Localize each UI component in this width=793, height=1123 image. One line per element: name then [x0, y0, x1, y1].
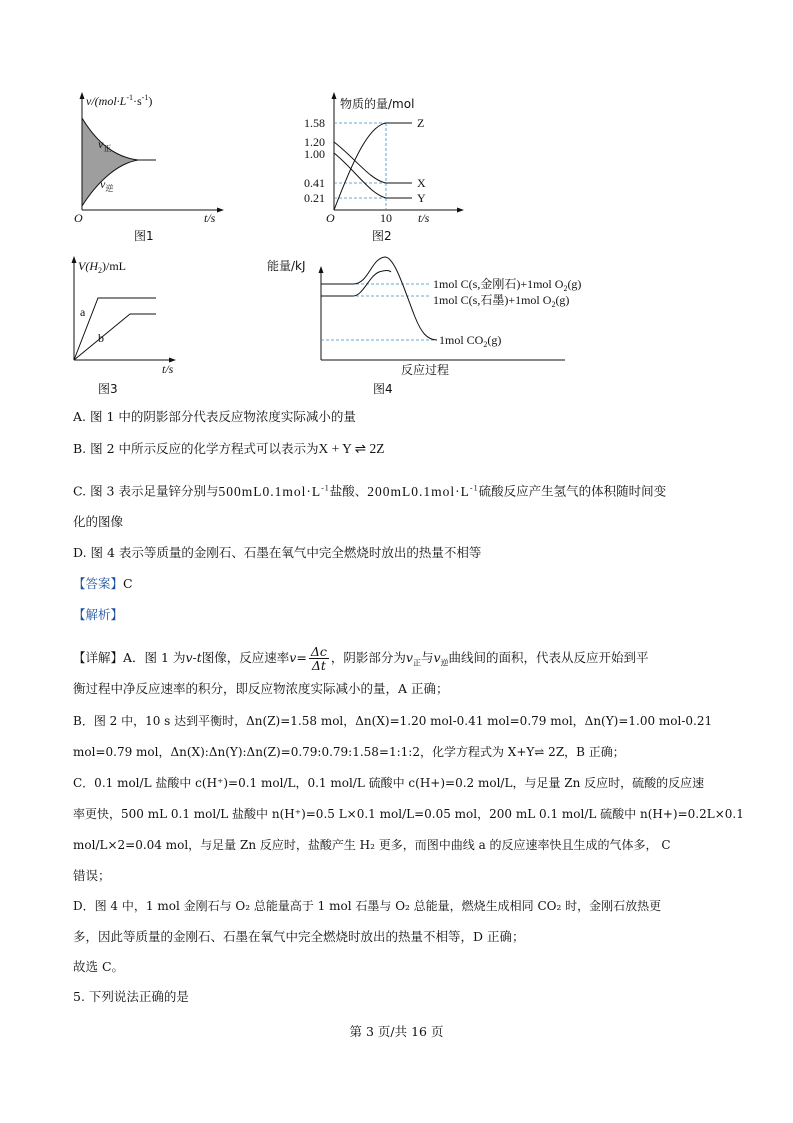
series-y: [334, 153, 412, 198]
curve-b-label: b: [98, 331, 104, 345]
option-b-text: B. 图 2 中所示反应的化学方程式可以表示为: [73, 441, 319, 456]
detail-line-7: mol/L×2=0.04 mol，与足量 Zn 反应时，盐酸产生 H₂ 更多，而图中曲线 a 的反应速率快且生成的气体多， C: [73, 838, 671, 852]
analysis-label: 【解析】: [73, 607, 124, 622]
option-c-h2so4-conc: $200mL0.1mol\cdot L^{-1}$: [367, 483, 479, 499]
option-b: [73, 440, 384, 458]
caption: 图3: [98, 382, 118, 396]
answer-value: C: [123, 576, 133, 591]
x-axis-label: t/s: [162, 362, 174, 376]
y-axis-label: 能量/kJ: [267, 259, 306, 273]
option-c-line-2: 化的图像: [73, 514, 124, 529]
option-d: D. 图 4 表示等质量的金刚石、石墨在氧气中完全燃烧时放出的热量不相等: [73, 545, 482, 560]
option-c-hcl: 盐酸、: [329, 483, 368, 499]
option-c-rest: 硫酸反应产生氢气的体积随时间变: [478, 483, 667, 499]
detail-line-3: B．图 2 中，10 s 达到平衡时，Δn(Z)=1.58 mol，Δn(X)=1.20 mol-0.41 mol=0.79 mol，Δn(Y)=1.00 mol-0.21: [73, 714, 713, 728]
series-x: [334, 142, 412, 183]
figure-2: [300, 88, 470, 243]
origin-label: O: [326, 211, 335, 225]
x-tick-10: 10: [380, 211, 392, 225]
figure-3: [60, 252, 200, 400]
figure-1: [60, 88, 230, 243]
page-footer: 第 3 页/共 16 页: [349, 1024, 444, 1039]
origin-label: O: [74, 211, 83, 225]
next-question: 5. 下列说法正确的是: [73, 989, 189, 1004]
detail-line-6: 率更快，500 mL 0.1 mol/L 盐酸中 n(H⁺)=0.5 L×0.1 mol/L=0.05 mol，200 mL 0.1 mol/L 硫酸中 n(H+)=0.2L×0.1: [73, 807, 744, 821]
detail-tag: 【详解】: [73, 650, 124, 665]
tick-1-58: 1.58: [304, 116, 325, 130]
option-c-line-1: [73, 479, 666, 501]
option-b-equation: X + Y ⇌ 2Z: [318, 441, 385, 456]
series-y-label: Y: [417, 191, 426, 205]
tick-1-20: 1.20: [304, 135, 325, 149]
y-axis-label: 物质的量/mol: [340, 97, 415, 111]
x-axis-label: t/s: [204, 211, 216, 225]
series-x-label: X: [417, 176, 426, 190]
detail-line-10: 多，因此等质量的金刚石、石墨在氧气中完全燃烧时放出的热量不相等，D 正确；: [73, 929, 525, 944]
tick-1-00: 1.00: [304, 147, 325, 161]
x-axis-label: t/s: [418, 211, 430, 225]
option-c-hcl-conc: $500mL0.1mol\cdot L^{-1}$: [218, 483, 330, 499]
option-c-text: C. 图 3 表示足量锌分别与: [73, 483, 219, 499]
v-reverse-label: $v_逆$: [100, 177, 114, 193]
y-axis-label: $V(H_2)/mL$: [78, 259, 126, 275]
detail-line-2: 衡过程中净反应速率的积分，即反应物浓度实际减小的量，A 正确；: [73, 681, 449, 696]
level-graphite: 1mol C(s,石墨)+1mol $O_2(g)$: [433, 293, 570, 309]
detail-line-11: 故选 C。: [73, 959, 125, 974]
diamond-curve: [321, 257, 437, 340]
tick-0-21: 0.21: [304, 191, 325, 205]
curve-b: [74, 314, 156, 360]
caption: 图2: [372, 229, 392, 243]
tick-0-41: 0.41: [304, 176, 325, 190]
answer: [73, 575, 133, 593]
figure-4: [265, 252, 645, 400]
fraction-dc-dt: $\frac{\Delta c}{\Delta t}$: [310, 644, 327, 673]
answer-label: 【答案】: [73, 576, 124, 591]
series-z: [334, 123, 412, 210]
detail-line-9: D．图 4 中，1 mol 金刚石与 O₂ 总能量高于 1 mol 石墨与 O₂ 总能量，燃烧生成相同 CO₂ 时，金刚石放热更: [73, 899, 662, 913]
curve-a: [74, 298, 156, 360]
detail-line-4: mol=0.79 mol，Δn(X):Δn(Y):Δn(Z)=0.79:0.79:1.58=1:1:2，化学方程式为 X+Y⇌ 2Z，B 正确；: [73, 745, 625, 759]
detail-line-5: C．0.1 mol/L 盐酸中 c(H⁺)=0.1 mol/L，0.1 mol/L 硫酸中 c(H+)=0.2 mol/L，与足量 Zn 反应时，硫酸的反应速: [73, 776, 705, 790]
detail-line-1: 【详解】A．图 1 为v-t图像，反应速率v= $\frac{\Delta c}{\Delta t}$ ，阴影部分为$v_正$与$v_逆$曲线间的面积，代表从反应开始到平: [73, 644, 649, 673]
x-axis-label: 反应过程: [401, 363, 450, 377]
level-co2: 1mol $CO_2(g)$: [439, 333, 502, 349]
option-a: A. 图 1 中的阴影部分代表反应物浓度实际减小的量: [73, 409, 356, 424]
level-diamond: 1mol C(s,金刚石)+1mol $O_2(g)$: [433, 277, 582, 293]
y-axis-label: $v/(mol\cdot L^{-1}\cdot s^{-1})$: [86, 93, 153, 108]
caption: 图4: [373, 382, 393, 396]
detail-line-8: 错误；: [73, 868, 111, 883]
v-forward-label: $v_正$: [98, 137, 112, 153]
series-z-label: Z: [417, 116, 425, 130]
caption: 图1: [134, 229, 154, 243]
curve-a-label: a: [80, 305, 86, 319]
